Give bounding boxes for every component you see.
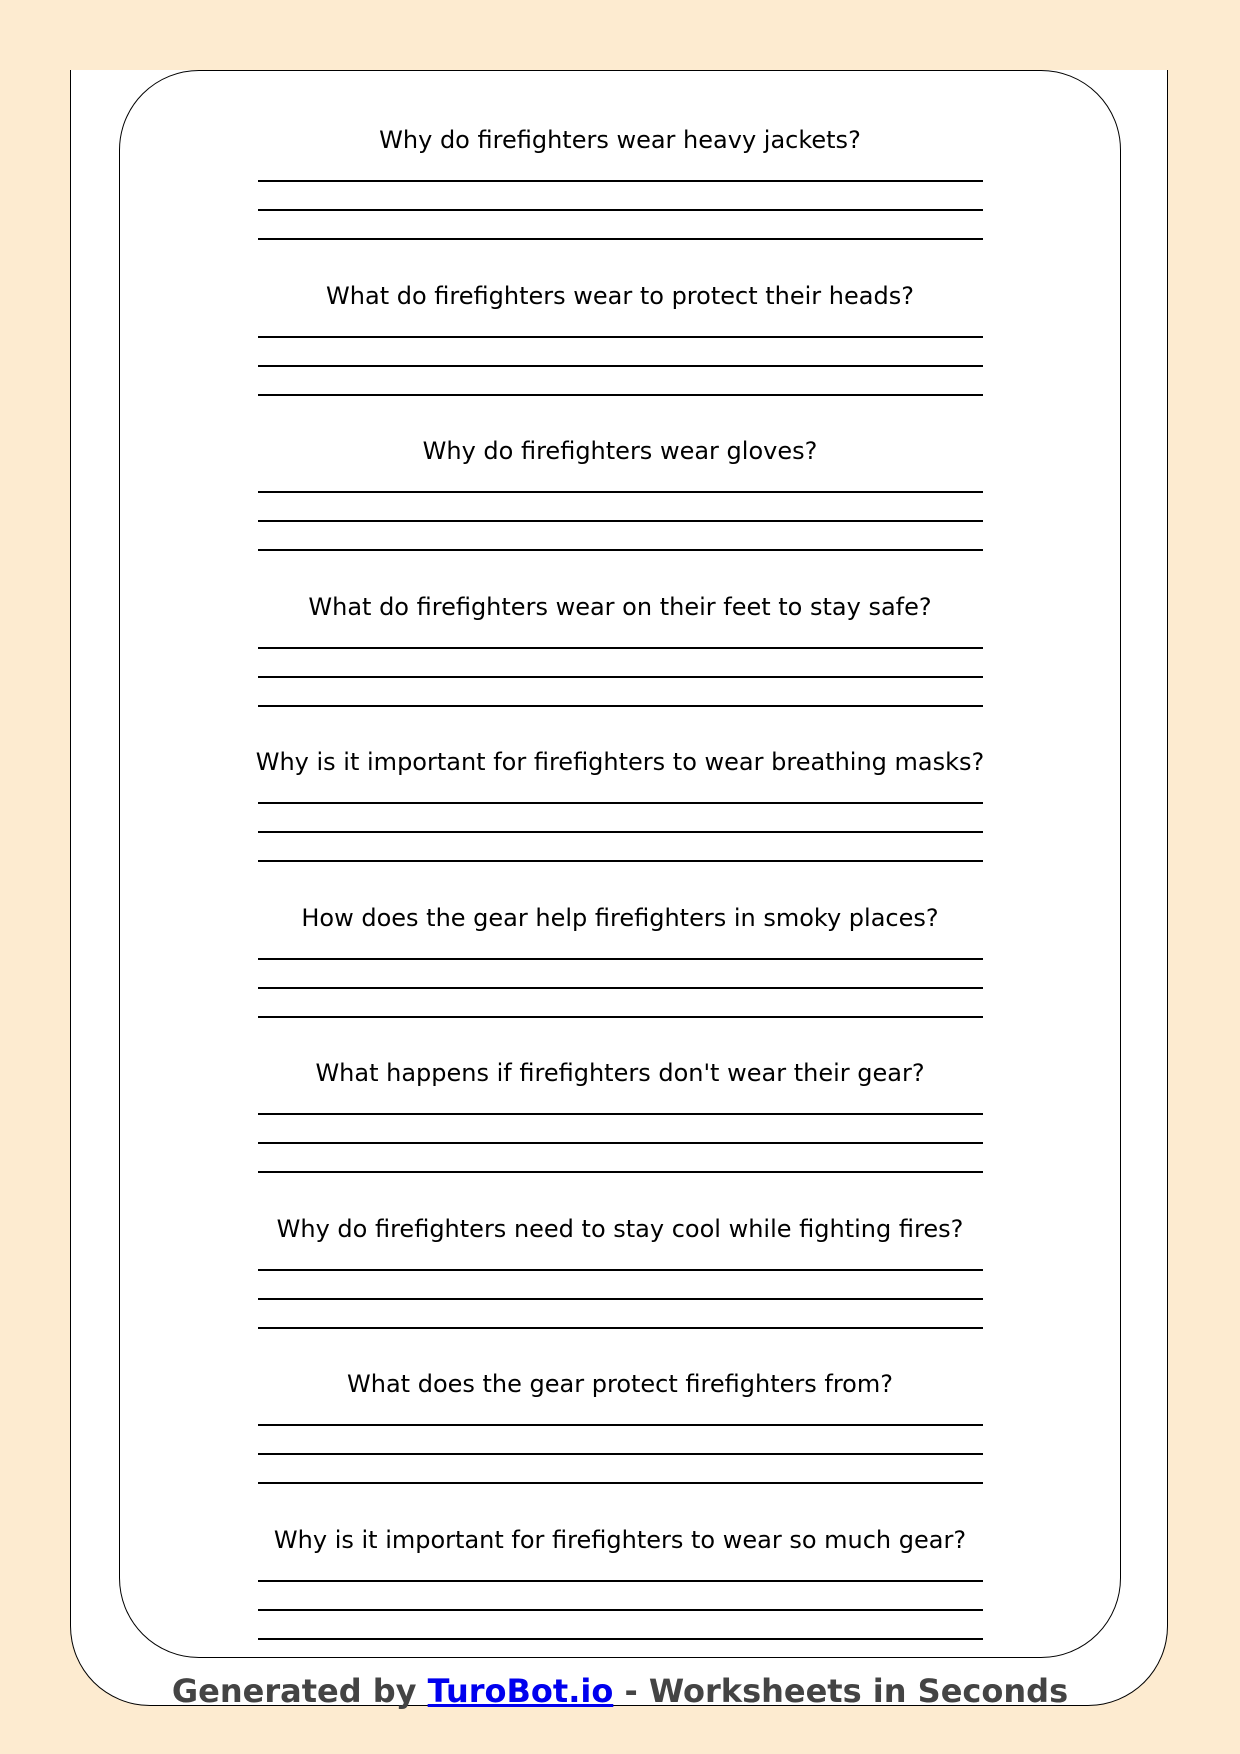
answer-line[interactable] [258,676,983,678]
answer-line[interactable] [258,1113,983,1115]
answer-line[interactable] [258,491,983,493]
answer-line[interactable] [258,802,983,804]
answer-line[interactable] [258,1453,983,1455]
turobot-link[interactable]: TuroBot.io [427,1672,614,1710]
question-text: Why is it important for firefighters to wear breathing masks? [255,748,985,776]
answer-line[interactable] [258,1171,983,1173]
footer [0,1672,1240,1710]
question-text: Why do firefighters need to stay cool while fighting fires? [276,1214,964,1243]
answer-line[interactable] [258,238,983,240]
answer-line[interactable] [258,860,983,862]
answer-line[interactable] [258,1424,983,1426]
answer-line[interactable] [258,1482,983,1484]
question-text: Why do firefighters wear heavy jackets? [379,126,861,154]
answer-line[interactable] [258,520,983,522]
answer-line[interactable] [258,1016,983,1018]
answer-line[interactable] [258,336,983,338]
answer-line[interactable] [258,831,983,833]
answer-line[interactable] [258,1638,983,1640]
footer-prefix: Generated by [171,1672,428,1710]
answer-line[interactable] [258,705,983,707]
question-text: What happens if firefighters don't wear their gear? [315,1059,925,1087]
answer-line[interactable] [258,1142,983,1144]
answer-line[interactable] [258,647,983,649]
question-text: Why do firefighters wear gloves? [422,437,818,465]
answer-line[interactable] [258,1269,983,1271]
answer-line[interactable] [258,365,983,367]
question-text: Why is it important for firefighters to wear so much gear? [273,1525,967,1554]
question-text: What do firefighters wear on their feet to stay safe? [308,592,932,621]
answer-line[interactable] [258,394,983,396]
question-text: How does the gear help firefighters in smoky places? [301,903,939,932]
answer-line[interactable] [258,1298,983,1300]
answer-line[interactable] [258,1327,983,1329]
answer-line[interactable] [258,987,983,989]
question-text: What does the gear protect firefighters from? [347,1370,893,1398]
answer-line[interactable] [258,209,983,211]
question-text: What do firefighters wear to protect their heads? [326,281,914,310]
answer-line[interactable] [258,549,983,551]
answer-line[interactable] [258,958,983,960]
answer-line[interactable] [258,180,983,182]
answer-line[interactable] [258,1609,983,1611]
footer-suffix: - Worksheets in Seconds [613,1672,1069,1710]
answer-line[interactable] [258,1580,983,1582]
